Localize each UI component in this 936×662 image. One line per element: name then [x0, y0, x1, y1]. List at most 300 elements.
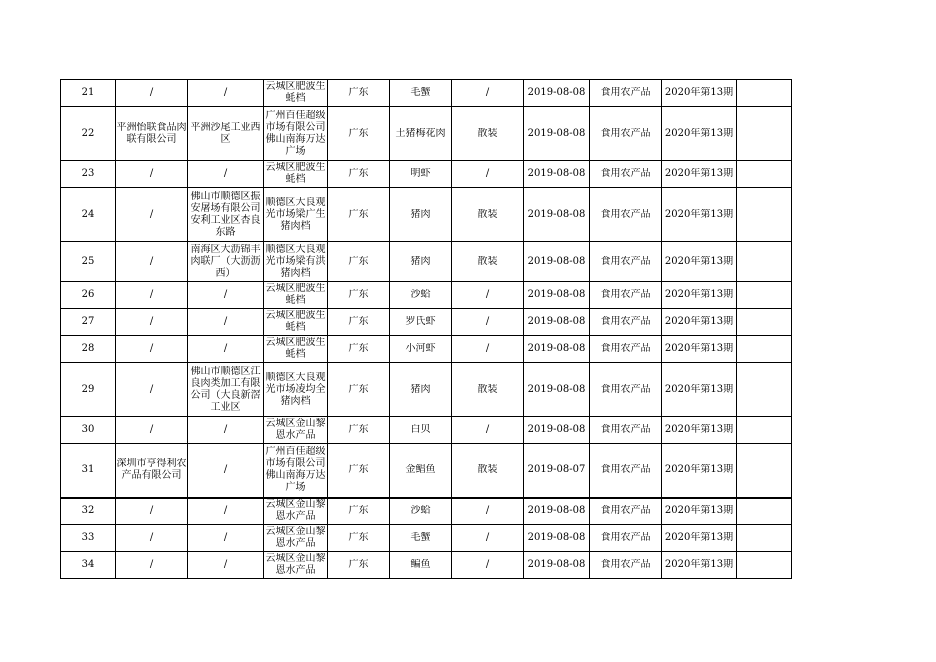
table-row [61, 552, 792, 579]
seller-name-cell[interactable] [264, 282, 328, 309]
producer-address-cell[interactable] [188, 161, 264, 188]
producer-address-cell-text: / [223, 289, 228, 300]
product-name-cell[interactable] [390, 336, 452, 363]
category-cell-text: 食用农产品 [600, 289, 651, 300]
seller-name-cell-text: 云城区肥波生蚝档 [265, 162, 326, 185]
seller-name-cell-text: 广州百佳超级市场有限公司佛山南海万达广场 [265, 446, 326, 494]
producer-name-cell-text: / [149, 316, 154, 327]
producer-name-cell-text: / [149, 255, 154, 267]
seller-name-cell-text: 云城区金山黎恩水产品 [265, 418, 326, 441]
issue-cell[interactable] [662, 309, 737, 336]
product-name-cell[interactable] [390, 161, 452, 188]
product-name-cell[interactable] [390, 552, 452, 579]
issue-cell[interactable] [662, 498, 737, 525]
table-row [61, 363, 792, 417]
province-cell[interactable] [328, 80, 390, 107]
note-cell[interactable] [737, 161, 792, 188]
row-number-cell-text: 21 [81, 87, 95, 98]
producer-name-cell-text: / [149, 343, 154, 354]
spec-cell[interactable] [452, 161, 524, 188]
category-cell[interactable] [590, 444, 662, 498]
seller-name-cell[interactable] [264, 444, 328, 498]
producer-name-cell[interactable] [116, 444, 188, 498]
row-number-cell[interactable] [61, 336, 116, 363]
producer-address-cell-text: / [223, 87, 228, 98]
spec-cell[interactable] [452, 336, 524, 363]
spec-cell-text: / [485, 168, 490, 179]
note-cell[interactable] [737, 107, 792, 161]
producer-name-cell[interactable] [116, 282, 188, 309]
note-cell[interactable] [737, 498, 792, 525]
note-cell[interactable] [737, 242, 792, 282]
producer-name-cell[interactable] [116, 363, 188, 417]
row-number-cell-text: 29 [81, 383, 95, 395]
seller-name-cell-text: 云城区金山黎恩水产品 [265, 526, 326, 549]
row-number-cell[interactable] [61, 107, 116, 161]
province-cell-text: 广东 [348, 383, 369, 395]
note-cell[interactable] [737, 282, 792, 309]
production-date-cell[interactable] [524, 444, 590, 498]
seller-name-cell[interactable] [264, 498, 328, 525]
production-date-cell-text: 2019-08-08 [527, 343, 586, 354]
product-name-cell-text: 金鲳鱼 [405, 464, 436, 476]
product-name-cell-text: 猪肉 [410, 208, 431, 220]
issue-cell-text: 2020年第13期 [664, 168, 734, 179]
row-number-cell[interactable] [61, 80, 116, 107]
category-cell-text: 食用农产品 [600, 208, 651, 220]
note-cell[interactable] [737, 417, 792, 444]
table-row [61, 525, 792, 552]
producer-name-cell-text: / [149, 208, 154, 220]
producer-address-cell-text: / [223, 559, 228, 570]
row-number-cell-text: 24 [81, 208, 95, 220]
province-cell-text: 广东 [348, 316, 369, 327]
category-cell[interactable] [590, 80, 662, 107]
category-cell-text: 食用农产品 [600, 505, 651, 517]
producer-address-cell[interactable] [188, 498, 264, 525]
province-cell[interactable] [328, 188, 390, 242]
province-cell[interactable] [328, 107, 390, 161]
product-name-cell[interactable] [390, 444, 452, 498]
table-row [61, 309, 792, 336]
note-cell[interactable] [737, 80, 792, 107]
producer-address-cell[interactable] [188, 282, 264, 309]
province-cell-text: 广东 [348, 127, 369, 139]
spec-cell-text: / [485, 559, 490, 570]
producer-name-cell-text: / [149, 424, 154, 435]
production-date-cell-text: 2019-08-08 [527, 255, 586, 267]
spec-cell-text: / [485, 316, 490, 327]
seller-name-cell-text: 广州百佳超级市场有限公司佛山南海万达广场 [265, 109, 326, 157]
spec-cell[interactable] [452, 498, 524, 525]
category-cell[interactable] [590, 417, 662, 444]
seller-name-cell-text: 云城区肥波生蚝档 [265, 283, 326, 306]
province-cell-text: 广东 [348, 168, 369, 179]
row-number-cell-text: 31 [81, 464, 95, 476]
producer-name-cell-text: / [149, 532, 154, 543]
spec-cell[interactable] [452, 188, 524, 242]
product-name-cell[interactable] [390, 107, 452, 161]
product-name-cell-text: 罗氏虾 [405, 316, 436, 327]
province-cell-text: 广东 [348, 559, 369, 570]
production-date-cell[interactable] [524, 282, 590, 309]
province-cell-text: 广东 [348, 255, 369, 267]
issue-cell[interactable] [662, 282, 737, 309]
category-cell[interactable] [590, 336, 662, 363]
spec-cell[interactable] [452, 444, 524, 498]
issue-cell[interactable] [662, 417, 737, 444]
row-number-cell-text: 23 [81, 168, 95, 179]
producer-address-cell-text: / [223, 168, 228, 179]
table-row [61, 107, 792, 161]
note-cell[interactable] [737, 336, 792, 363]
row-number-cell-text: 22 [81, 127, 95, 139]
producer-name-cell[interactable] [116, 188, 188, 242]
spec-cell[interactable] [452, 417, 524, 444]
producer-name-cell-text: 平洲怡联食品肉联有限公司 [116, 121, 187, 145]
spec-cell[interactable] [452, 552, 524, 579]
province-cell[interactable] [328, 242, 390, 282]
province-cell[interactable] [328, 525, 390, 552]
product-name-cell[interactable] [390, 363, 452, 417]
producer-name-cell[interactable] [116, 80, 188, 107]
producer-address-cell[interactable] [188, 444, 264, 498]
row-number-cell[interactable] [61, 498, 116, 525]
province-cell-text: 广东 [348, 464, 369, 476]
product-name-cell-text: 鳊鱼 [410, 559, 431, 570]
row-number-cell[interactable] [61, 242, 116, 282]
producer-address-cell[interactable] [188, 107, 264, 161]
producer-address-cell-text: / [223, 505, 228, 517]
seller-name-cell-text: 云城区肥波生蚝档 [265, 337, 326, 360]
producer-address-cell[interactable] [188, 417, 264, 444]
table-row [61, 80, 792, 107]
row-number-cell-text: 32 [81, 505, 95, 517]
spec-cell-text: / [485, 424, 490, 435]
producer-name-cell[interactable] [116, 417, 188, 444]
production-date-cell[interactable] [524, 498, 590, 525]
product-name-cell-text: 白贝 [410, 424, 431, 435]
category-cell-text: 食用农产品 [600, 559, 651, 570]
product-name-cell-text: 毛蟹 [410, 87, 431, 98]
seller-name-cell[interactable] [264, 336, 328, 363]
product-name-cell-text: 猪肉 [410, 383, 431, 395]
production-date-cell-text: 2019-08-08 [527, 424, 586, 435]
producer-address-cell-text: / [223, 532, 228, 543]
product-name-cell[interactable] [390, 498, 452, 525]
category-cell[interactable] [590, 107, 662, 161]
issue-cell[interactable] [662, 242, 737, 282]
production-date-cell-text: 2019-08-08 [527, 559, 586, 570]
seller-name-cell-text: 顺德区大良观光市场梁广生猪肉档 [265, 196, 326, 232]
issue-cell-text: 2020年第13期 [664, 255, 734, 267]
producer-address-cell[interactable] [188, 525, 264, 552]
category-cell-text: 食用农产品 [600, 424, 651, 435]
seller-name-cell-text: 云城区肥波生蚝档 [265, 81, 326, 104]
production-date-cell[interactable] [524, 188, 590, 242]
product-name-cell-text: 猪肉 [410, 255, 431, 267]
producer-address-cell[interactable] [188, 242, 264, 282]
spec-cell-text: 散装 [477, 127, 498, 139]
province-cell[interactable] [328, 161, 390, 188]
spec-cell[interactable] [452, 282, 524, 309]
table-row [61, 282, 792, 309]
category-cell[interactable] [590, 498, 662, 525]
issue-cell-text: 2020年第13期 [664, 559, 734, 570]
spec-cell-text: / [485, 343, 490, 354]
issue-cell-text: 2020年第13期 [664, 505, 734, 517]
province-cell[interactable] [328, 552, 390, 579]
category-cell-text: 食用农产品 [600, 168, 651, 179]
production-date-cell[interactable] [524, 107, 590, 161]
row-number-cell-text: 27 [81, 316, 95, 327]
row-number-cell-text: 28 [81, 343, 95, 354]
table-row [61, 188, 792, 242]
production-date-cell[interactable] [524, 161, 590, 188]
seller-name-cell[interactable] [264, 242, 328, 282]
issue-cell[interactable] [662, 444, 737, 498]
seller-name-cell[interactable] [264, 188, 328, 242]
producer-address-cell[interactable] [188, 363, 264, 417]
production-date-cell[interactable] [524, 336, 590, 363]
row-number-cell[interactable] [61, 363, 116, 417]
product-name-cell[interactable] [390, 80, 452, 107]
table-row [61, 444, 792, 498]
seller-name-cell[interactable] [264, 161, 328, 188]
issue-cell[interactable] [662, 336, 737, 363]
category-cell[interactable] [590, 363, 662, 417]
row-number-cell[interactable] [61, 309, 116, 336]
table-row [61, 498, 792, 525]
province-cell[interactable] [328, 498, 390, 525]
row-number-cell[interactable] [61, 525, 116, 552]
producer-address-cell[interactable] [188, 80, 264, 107]
producer-address-cell-text: / [223, 464, 228, 476]
issue-cell-text: 2020年第13期 [664, 424, 734, 435]
producer-name-cell-text: / [149, 289, 154, 300]
product-name-cell[interactable] [390, 309, 452, 336]
province-cell-text: 广东 [348, 424, 369, 435]
category-cell[interactable] [590, 552, 662, 579]
seller-name-cell-text: 顺德区大良观光市场梁有洪猪肉档 [265, 243, 326, 279]
seller-name-cell-text: 云城区金山黎恩水产品 [265, 499, 326, 523]
category-cell[interactable] [590, 525, 662, 552]
issue-cell[interactable] [662, 525, 737, 552]
product-name-cell-text: 明虾 [410, 168, 431, 179]
spec-cell[interactable] [452, 107, 524, 161]
issue-cell[interactable] [662, 107, 737, 161]
product-name-cell[interactable] [390, 242, 452, 282]
product-name-cell-text: 毛蟹 [410, 532, 431, 543]
seller-name-cell-text: 云城区肥波生蚝档 [265, 310, 326, 333]
production-date-cell[interactable] [524, 363, 590, 417]
row-number-cell[interactable] [61, 552, 116, 579]
producer-name-cell[interactable] [116, 336, 188, 363]
issue-cell[interactable] [662, 363, 737, 417]
production-date-cell[interactable] [524, 242, 590, 282]
producer-name-cell[interactable] [116, 309, 188, 336]
table-row [61, 161, 792, 188]
production-date-cell-text: 2019-08-07 [527, 464, 586, 476]
product-name-cell[interactable] [390, 417, 452, 444]
category-cell-text: 食用农产品 [600, 532, 651, 543]
issue-cell-text: 2020年第13期 [664, 289, 734, 300]
issue-cell-text: 2020年第13期 [664, 383, 734, 395]
producer-name-cell[interactable] [116, 107, 188, 161]
spec-cell-text: / [485, 87, 490, 98]
category-cell-text: 食用农产品 [600, 316, 651, 327]
note-cell[interactable] [737, 363, 792, 417]
production-date-cell-text: 2019-08-08 [527, 208, 586, 220]
category-cell-text: 食用农产品 [600, 87, 651, 98]
category-cell-text: 食用农产品 [600, 127, 651, 139]
production-date-cell-text: 2019-08-08 [527, 127, 586, 139]
seller-name-cell-text: 云城区金山黎恩水产品 [265, 553, 326, 576]
issue-cell[interactable] [662, 161, 737, 188]
spec-cell[interactable] [452, 80, 524, 107]
province-cell[interactable] [328, 363, 390, 417]
product-name-cell[interactable] [390, 525, 452, 552]
production-date-cell[interactable] [524, 309, 590, 336]
issue-cell[interactable] [662, 80, 737, 107]
category-cell-text: 食用农产品 [600, 464, 651, 476]
row-number-cell[interactable] [61, 417, 116, 444]
spec-cell-text: / [485, 289, 490, 300]
note-cell[interactable] [737, 552, 792, 579]
category-cell[interactable] [590, 161, 662, 188]
province-cell[interactable] [328, 444, 390, 498]
production-date-cell[interactable] [524, 80, 590, 107]
row-number-cell-text: 26 [81, 289, 95, 300]
producer-address-cell-text: / [223, 316, 228, 327]
spec-cell-text: / [485, 505, 490, 517]
producer-address-cell[interactable] [188, 188, 264, 242]
note-cell[interactable] [737, 444, 792, 498]
category-cell[interactable] [590, 282, 662, 309]
province-cell[interactable] [328, 282, 390, 309]
province-cell[interactable] [328, 417, 390, 444]
producer-address-cell-text: / [223, 343, 228, 354]
spec-cell-text: / [485, 532, 490, 543]
producer-name-cell[interactable] [116, 525, 188, 552]
spec-cell-text: 散装 [477, 383, 498, 395]
seller-name-cell[interactable] [264, 552, 328, 579]
producer-address-cell-text: 佛山市顺德区振安屠场有限公司 安利工业区杏良东路 [190, 190, 261, 238]
producer-name-cell[interactable] [116, 498, 188, 525]
row-number-cell[interactable] [61, 188, 116, 242]
province-cell-text: 广东 [348, 289, 369, 300]
category-cell[interactable] [590, 188, 662, 242]
producer-address-cell-text: 平洲沙尾工业西区 [190, 121, 261, 145]
province-cell[interactable] [328, 336, 390, 363]
province-cell-text: 广东 [348, 343, 369, 354]
product-name-cell-text: 小河虾 [405, 343, 436, 354]
province-cell-text: 广东 [348, 532, 369, 543]
producer-name-cell[interactable] [116, 161, 188, 188]
product-name-cell[interactable] [390, 282, 452, 309]
spec-cell[interactable] [452, 309, 524, 336]
seller-name-cell[interactable] [264, 107, 328, 161]
product-name-cell-text: 沙蛤 [410, 289, 431, 300]
category-cell[interactable] [590, 309, 662, 336]
producer-address-cell[interactable] [188, 309, 264, 336]
row-number-cell-text: 33 [81, 532, 95, 543]
issue-cell[interactable] [662, 188, 737, 242]
production-date-cell[interactable] [524, 552, 590, 579]
spec-cell[interactable] [452, 363, 524, 417]
province-cell-text: 广东 [348, 505, 369, 517]
spec-cell-text: 散装 [477, 208, 498, 220]
production-date-cell[interactable] [524, 525, 590, 552]
row-number-cell-text: 25 [81, 255, 95, 267]
seller-name-cell[interactable] [264, 80, 328, 107]
producer-address-cell-text: 南海区大沥锦丰肉联厂（大沥沥西） [190, 243, 261, 279]
row-number-cell-text: 30 [81, 424, 95, 435]
spec-cell-text: 散装 [477, 464, 498, 476]
row-number-cell[interactable] [61, 161, 116, 188]
issue-cell-text: 2020年第13期 [664, 208, 734, 220]
production-date-cell-text: 2019-08-08 [527, 505, 586, 517]
product-name-cell-text: 土猪梅花肉 [395, 127, 446, 139]
province-cell-text: 广东 [348, 208, 369, 220]
production-date-cell-text: 2019-08-08 [527, 87, 586, 98]
producer-address-cell-text: 佛山市顺德区江良肉类加工有限公司（大良新滘工业区 [190, 365, 261, 413]
producer-name-cell-text: / [149, 383, 154, 395]
issue-cell[interactable] [662, 552, 737, 579]
seller-name-cell[interactable] [264, 309, 328, 336]
producer-name-cell-text: / [149, 559, 154, 570]
province-cell[interactable] [328, 309, 390, 336]
row-number-cell[interactable] [61, 282, 116, 309]
spot-check-table [60, 79, 792, 579]
producer-address-cell[interactable] [188, 336, 264, 363]
producer-name-cell-text: / [149, 168, 154, 179]
seller-name-cell[interactable] [264, 417, 328, 444]
category-cell-text: 食用农产品 [600, 255, 651, 267]
producer-address-cell[interactable] [188, 552, 264, 579]
production-date-cell-text: 2019-08-08 [527, 383, 586, 395]
province-cell-text: 广东 [348, 87, 369, 98]
seller-name-cell[interactable] [264, 363, 328, 417]
issue-cell-text: 2020年第13期 [664, 343, 734, 354]
table-row [61, 242, 792, 282]
issue-cell-text: 2020年第13期 [664, 464, 734, 476]
spec-cell-text: 散装 [477, 255, 498, 267]
production-date-cell[interactable] [524, 417, 590, 444]
note-cell[interactable] [737, 309, 792, 336]
note-cell[interactable] [737, 188, 792, 242]
production-date-cell-text: 2019-08-08 [527, 168, 586, 179]
table-row [61, 336, 792, 363]
issue-cell-text: 2020年第13期 [664, 532, 734, 543]
producer-name-cell[interactable] [116, 242, 188, 282]
issue-cell-text: 2020年第13期 [664, 316, 734, 327]
product-name-cell[interactable] [390, 188, 452, 242]
note-cell[interactable] [737, 525, 792, 552]
table-body [61, 80, 792, 579]
product-name-cell-text: 沙蛤 [410, 505, 431, 517]
issue-cell-text: 2020年第13期 [664, 87, 734, 98]
spec-cell[interactable] [452, 525, 524, 552]
category-cell-text: 食用农产品 [600, 383, 651, 395]
producer-name-cell[interactable] [116, 552, 188, 579]
seller-name-cell[interactable] [264, 525, 328, 552]
category-cell[interactable] [590, 242, 662, 282]
spec-cell[interactable] [452, 242, 524, 282]
production-date-cell-text: 2019-08-08 [527, 289, 586, 300]
row-number-cell[interactable] [61, 444, 116, 498]
producer-name-cell-text: 深圳市亨得利农产品有限公司 [116, 458, 187, 482]
